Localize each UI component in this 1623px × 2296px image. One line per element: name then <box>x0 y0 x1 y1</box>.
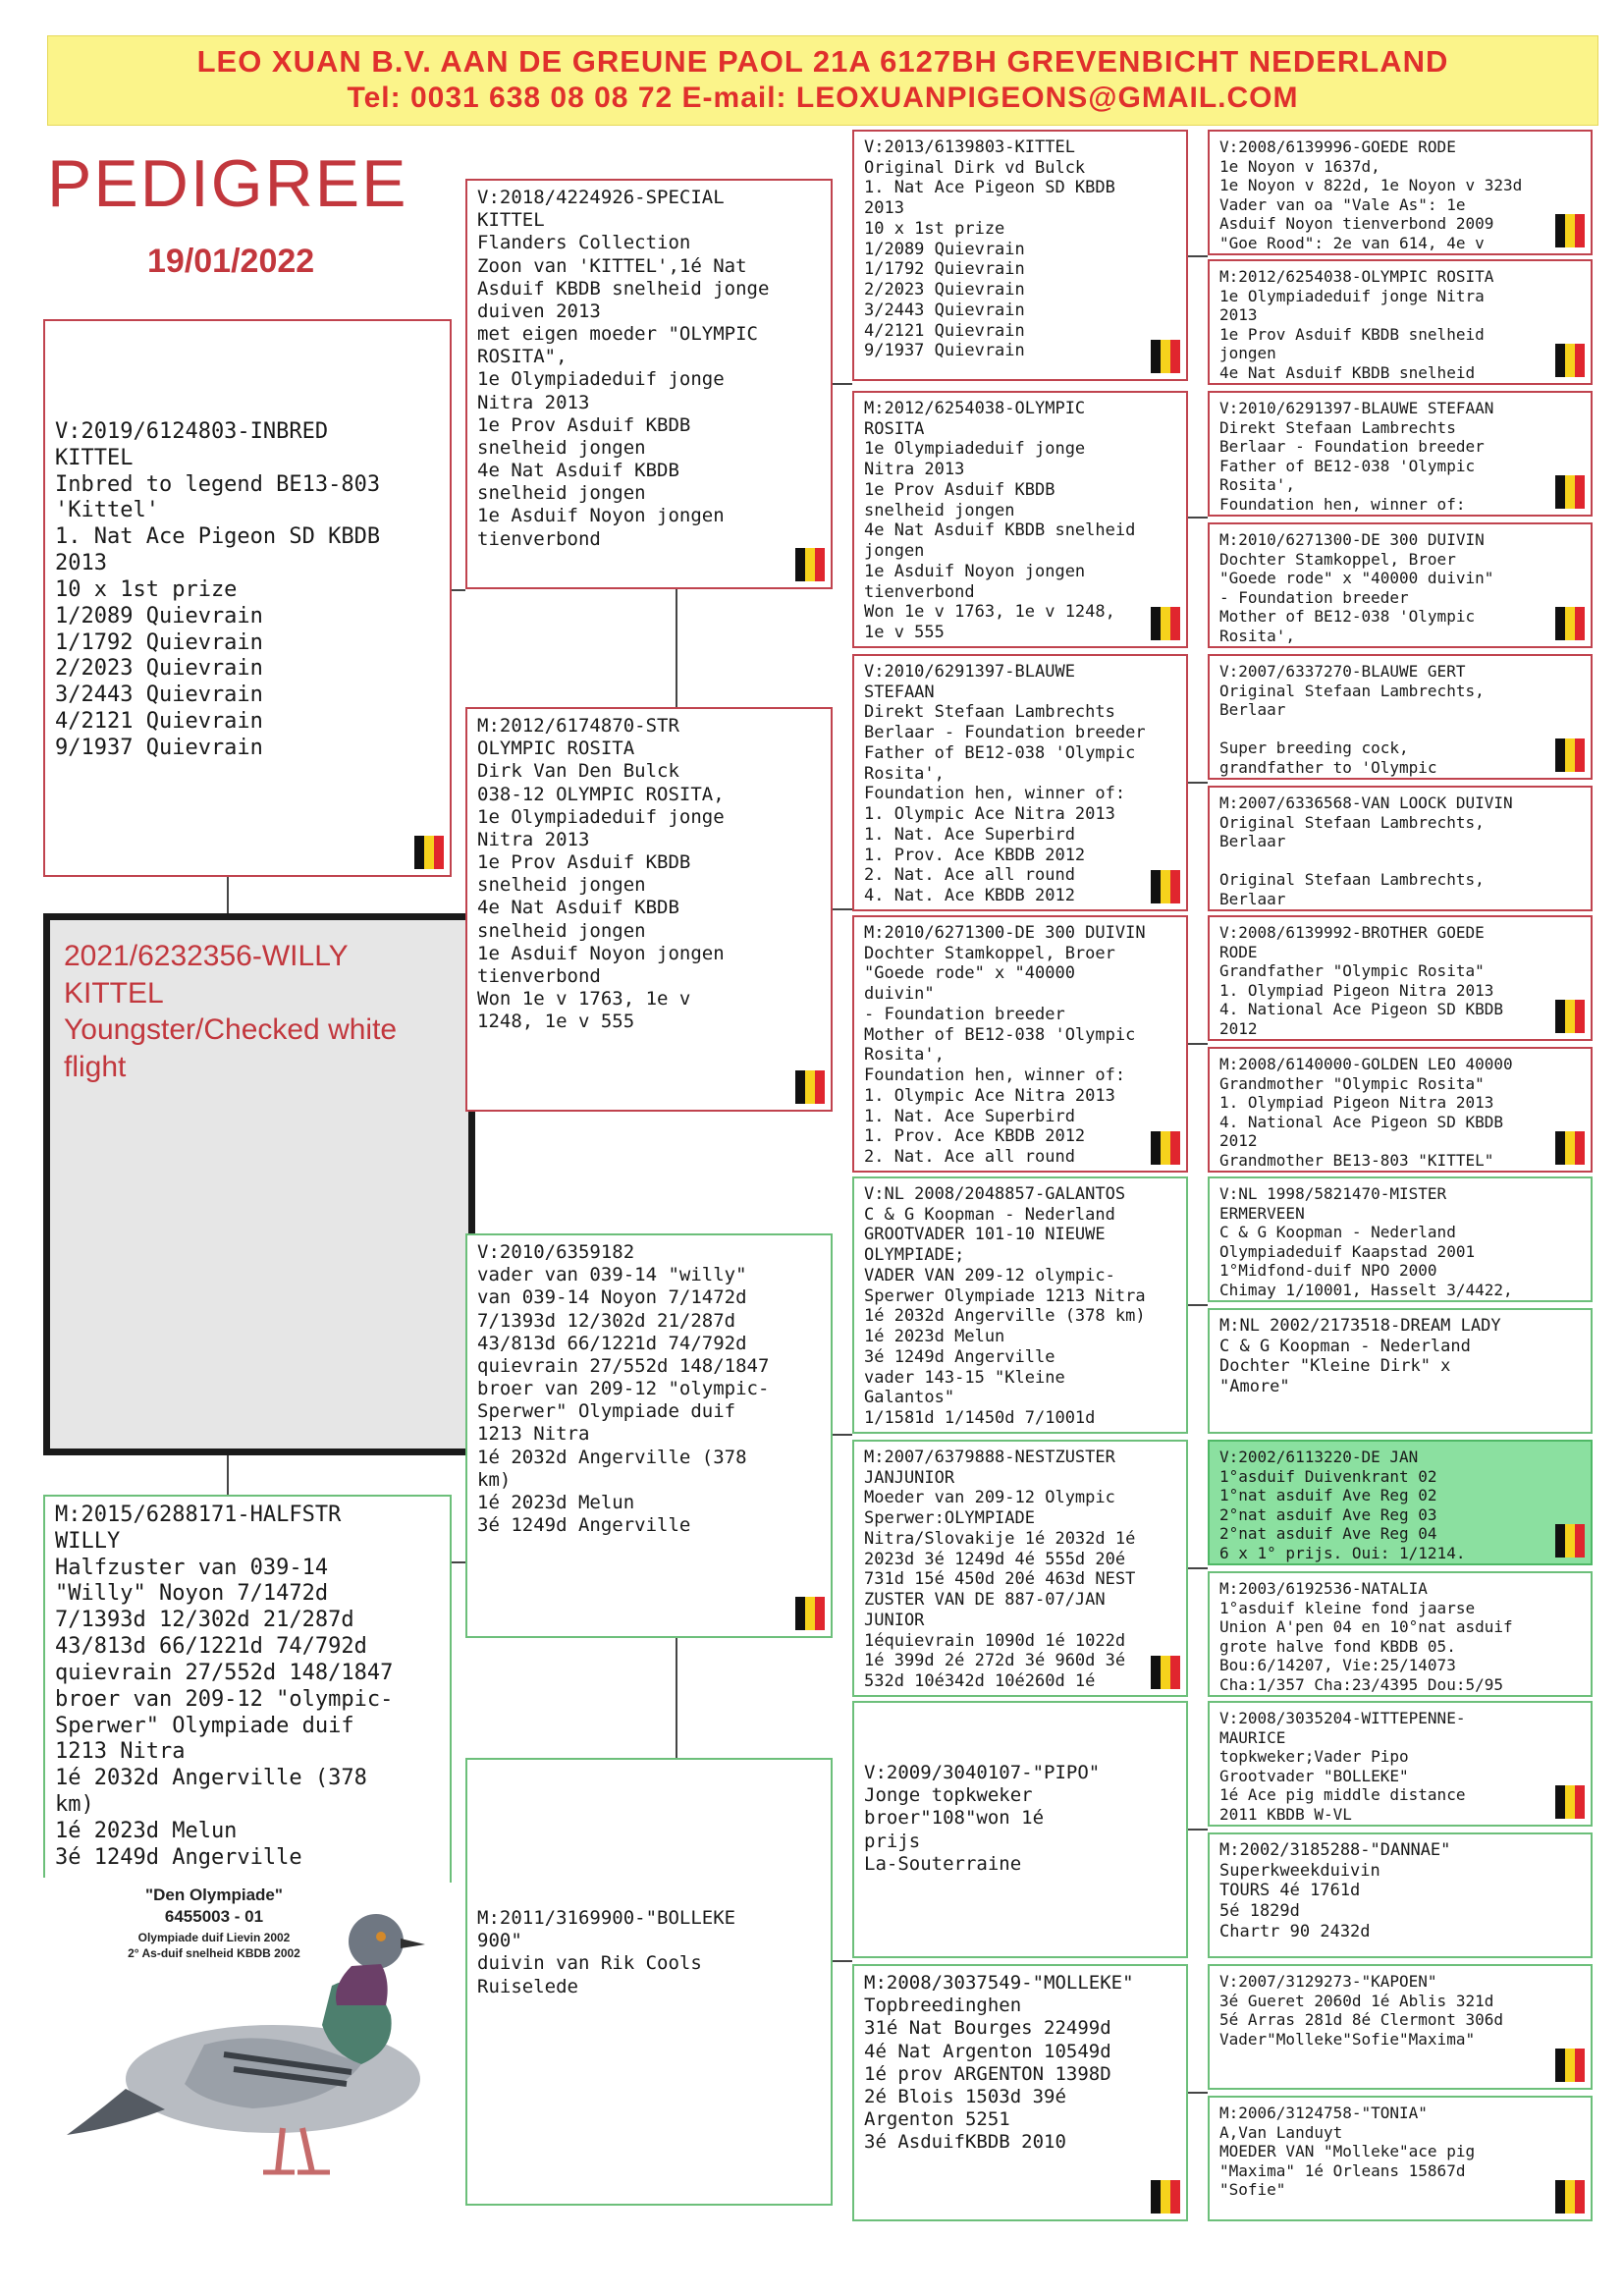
gen4-text-7: V:2008/6139992-BROTHER GOEDE RODE Grandfather "Olympic Rosita" 1. Olympiad Pigeon Nitra 2013 4. National Ace Pigeon SD KBDB 2012 <box>1219 923 1503 1038</box>
belgian-flag-icon <box>795 1070 825 1104</box>
belgian-flag-icon <box>1151 607 1180 640</box>
gen4-text-8: M:2008/6140000-GOLDEN LEO 40000 Grandmother "Olympic Rosita" 1. Olympiad Pigeon Nitra 2013 4. National Ace Pigeon SD KBDB 2012 Grandmother BE13-803 "KITTEL" <box>1219 1055 1513 1170</box>
connector-line <box>1188 782 1208 784</box>
connector-line <box>1188 1567 1208 1569</box>
gen4-card-7 <box>1208 915 1593 1041</box>
gen3-text-5: V:NL 2008/2048857-GALANTOS C & G Koopman - Nederland GROOTVADER 101-10 NIEUWE OLYMPIADE; VADER VAN 209-12 olympic- Sperwer Olympiade 1213 Nitra 1é 2032d Angerville (378 km) 1é 2023d Melun 3é 1249d Angerville vader 143-15 "Kleine Galantos" 1/1581d 1/1450d 7/1001d <box>864 1184 1146 1429</box>
gen4-card-10 <box>1208 1308 1593 1434</box>
dam-card <box>43 1495 452 1883</box>
connector-line <box>676 1638 677 1758</box>
gen4-card-8 <box>1208 1047 1593 1173</box>
belgian-flag-icon <box>1555 1785 1585 1819</box>
gen4-text-4: M:2010/6271300-DE 300 DUIVIN Dochter Stamkoppel, Broer "Goede rode" x "40000 duivin" - Foundation breeder Mother of BE12-038 'Olympic Rosita', <box>1219 530 1494 645</box>
belgian-flag-icon <box>414 836 444 869</box>
gen3-card-4 <box>852 915 1188 1173</box>
dam-sire-card <box>465 1233 833 1638</box>
gen4-text-5: V:2007/6337270-BLAUWE GERT Original Stefaan Lambrechts, Berlaar Super breeding cock, grandfather to 'Olympic <box>1219 662 1485 777</box>
belgian-flag-icon <box>1555 214 1585 247</box>
connector-line <box>1188 517 1208 519</box>
gen4-text-1: V:2008/6139996-GOEDE RODE 1e Noyon v 1637d, 1e Noyon v 822d, 1e Noyon v 323d Vader van oa "Vale As": 1e Asduif Noyon tienverbond 2009 "Goe Rood": 2e van 614, 4e v <box>1219 137 1523 252</box>
connector-line <box>452 1561 465 1563</box>
connector-line <box>833 908 852 910</box>
pigeon-photo <box>37 1878 450 2212</box>
belgian-flag-icon <box>1151 1131 1180 1165</box>
gen3-card-3 <box>852 654 1188 911</box>
gen3-card-7 <box>852 1701 1188 1958</box>
gen4-text-11: V:2002/6113220-DE JAN 1°asduif Duivenkrant 02 1°nat asduif Ave Reg 02 2°nat asduif Ave Reg 03 2°nat asduif Ave Reg 04 6 x 1° prijs. Oui: 1/1214. <box>1219 1448 1466 1562</box>
sire-sire-text: V:2018/4224926-SPECIAL KITTEL Flanders Collection Zoon van 'KITTEL',1é Nat Asduif KBDB snelheid jonge duiven 2013 met eigen moeder "OLYMPIC ROSITA", 1e Olympiadeduif jonge Nitra 2013 1e Prov Asduif KBDB snelheid jongen 4e Nat Asduif KBDB snelheid jongen 1e Asduif Noyon jongen tienverbond <box>477 187 770 550</box>
connector-line <box>1188 1304 1208 1306</box>
gen4-text-3: V:2010/6291397-BLAUWE STEFAAN Direkt Stefaan Lambrechts Berlaar - Foundation breeder Father of BE12-038 'Olympic Rosita', Foundation hen, winner of: <box>1219 399 1494 514</box>
connector-line <box>1188 255 1208 257</box>
gen4-card-6 <box>1208 786 1593 911</box>
gen3-text-3: V:2010/6291397-BLAUWE STEFAAN Direkt Stefaan Lambrechts Berlaar - Foundation breeder Father of BE12-038 'Olympic Rosita', Foundation hen, winner of: 1. Olympic Ace Nitra 2013 1. Nat. Ace Superbird 1. Prov. Ace KBDB 2012 2. Nat. Ace all round 4. Nat. Ace KBDB 2012 <box>864 662 1146 906</box>
belgian-flag-icon <box>1555 1524 1585 1558</box>
gen4-card-9 <box>1208 1176 1593 1302</box>
gen4-text-10: M:NL 2002/2173518-DREAM LADY C & G Koopman - Nederland Dochter "Kleine Dirk" x "Amore" <box>1219 1316 1501 1397</box>
belgian-flag-icon <box>1555 1131 1585 1165</box>
sire-dam-text: M:2012/6174870-STR OLYMPIC ROSITA Dirk Van Den Bulck 038-12 OLYMPIC ROSITA, 1e Olympiadeduif jonge Nitra 2013 1e Prov Asduif KBDB snelheid jongen 4e Nat Asduif KBDB snelheid jongen 1e Asduif Noyon jongen tienverbond Won 1e v 1763, 1e v 1248, 1e v 555 <box>477 715 725 1033</box>
connector-line <box>833 1434 852 1436</box>
gen3-text-7: V:2009/3040107-"PIPO" Jonge topkweker broer"108"won 1é prijs La-Souterraine <box>864 1762 1101 1875</box>
gen3-card-6 <box>852 1440 1188 1697</box>
gen4-text-12: M:2003/6192536-NATALIA 1°asduif kleine fond jaarse Union A'pen 04 en 10°nat asduif grote halve fond KBDB 05. Bou:6/14207, Vie:25/14073 Cha:1/357 Cha:23/4395 Dou:5/95 <box>1219 1579 1513 1694</box>
gen4-text-2: M:2012/6254038-OLYMPIC ROSITA 1e Olympiadeduif jonge Nitra 2013 1e Prov Asduif KBDB snelheid jongen 4e Nat Asduif KBDB snelheid <box>1219 267 1494 382</box>
gen3-card-8 <box>852 1964 1188 2221</box>
belgian-flag-icon <box>1151 340 1180 373</box>
gen4-card-3 <box>1208 391 1593 517</box>
dam-dam-text: M:2011/3169900-"BOLLEKE 900" duivin van Rik Cools Ruiselede <box>477 1907 736 1997</box>
breeder-address: LEO XUAN B.V. AAN DE GREUNE PAOL 21A 6127BH GREVENBICHT NEDERLAND <box>196 44 1449 79</box>
belgian-flag-icon <box>1555 2049 1585 2082</box>
belgian-flag-icon <box>795 1597 825 1630</box>
sire-dam-card <box>465 707 833 1112</box>
sire-card <box>43 319 452 877</box>
gen4-text-15: V:2007/3129273-"KAPOEN" 3é Gueret 2060d 1é Ablis 321d 5é Arras 281d 8é Clermont 306d Vader"Molleke"Sofie"Maxima" <box>1219 1972 1503 2049</box>
connector-line <box>227 1455 229 1495</box>
gen4-card-2 <box>1208 259 1593 385</box>
connector-line <box>1188 1829 1208 1831</box>
connector-line <box>452 589 465 591</box>
photo-line1: Olympiade duif Lievin 2002 <box>137 1931 291 1944</box>
breeder-contact: Tel: 0031 638 08 08 72 E-mail: LEOXUANPIGEONS@GMAIL.COM <box>347 82 1299 114</box>
connector-line <box>833 1960 852 1962</box>
contact-banner <box>47 35 1598 126</box>
belgian-flag-icon <box>795 548 825 581</box>
sire-sire-card <box>465 179 833 589</box>
gen4-text-13: V:2008/3035204-WITTEPENNE- MAURICE topkweker;Vader Pipo Grootvader "BOLLEKE" 1é Ace pig middle distance 2011 KBDB W-VL <box>1219 1709 1466 1824</box>
belgian-flag-icon <box>1555 1000 1585 1033</box>
gen4-text-9: V:NL 1998/5821470-MISTER ERMERVEEN C & G Koopman - Nederland Olympiadeduif Kaapstad 2001 1°Midfond-duif NPO 2000 Chimay 1/10001, Hasselt 3/4422, <box>1219 1184 1513 1299</box>
gen4-card-12 <box>1208 1571 1593 1697</box>
belgian-flag-icon <box>1151 2180 1180 2214</box>
gen4-card-16 <box>1208 2096 1593 2221</box>
belgian-flag-icon <box>1555 607 1585 640</box>
belgian-flag-icon <box>1555 344 1585 377</box>
gen4-card-4 <box>1208 522 1593 648</box>
dam-text: M:2015/6288171-HALFSTR WILLY Halfzuster van 039-14 "Willy" Noyon 7/1472d 7/1393d 12/302d 21/287d 43/813d 66/1221d 74/792d quievrain 27/552d 148/1847 broer van 209-12 "olympic- Sperwer" Olympiade duif 1213 Nitra 1é 2032d Angerville (378 km) 1é 2023d Melun 3é 1249d Angerville <box>55 1503 394 1870</box>
gen4-card-15 <box>1208 1964 1593 2090</box>
dam-dam-card <box>465 1758 833 2206</box>
belgian-flag-icon <box>1151 870 1180 903</box>
pedigree-date: 19/01/2022 <box>147 243 315 280</box>
belgian-flag-icon <box>1555 2180 1585 2214</box>
sire-text: V:2019/6124803-INBRED KITTEL Inbred to legend BE13-803 'Kittel' 1. Nat Ace Pigeon SD KBDB 2013 10 x 1st prize 1/2089 Quievrain 1/1792 Quievrain 2/2023 Quievrain 3/2443 Quievrain 4/2121 Quievrain 9/1937 Quievrain <box>55 419 381 760</box>
photo-line2: 2° As-duif snelheid KBDB 2002 <box>128 1946 300 1960</box>
gen4-card-11 <box>1208 1440 1593 1565</box>
photo-number: 6455003 - 01 <box>164 1907 264 1926</box>
dam-sire-text: V:2010/6359182 vader van 039-14 "willy" van 039-14 Noyon 7/1472d 7/1393d 12/302d 21/287d 43/813d 66/1221d 74/792d quievrain 27/552d 148/1847 broer van 209-12 "olympic- Sperwer" Olympiade duif 1213 Nitra 1é 2032d Angerville (378 km) 1é 2023d Melun 3é 1249d Angerville <box>477 1241 770 1537</box>
connector-line <box>227 877 229 913</box>
gen4-text-6: M:2007/6336568-VAN LOOCK DUIVIN Original Stefaan Lambrechts, Berlaar Original Stefaan Lambrechts, Berlaar <box>1219 793 1513 908</box>
gen4-card-13 <box>1208 1701 1593 1827</box>
gen3-text-8: M:2008/3037549-"MOLLEKE" Topbreedinghen 31é Nat Bourges 22499d 4é Nat Argenton 10549d 1é prov ARGENTON 1398D 2é Blois 1503d 39é Argenton 5251 3é AsduifKBDB 2010 <box>864 1972 1134 2154</box>
gen3-text-1: V:2013/6139803-KITTEL Original Dirk vd Bulck 1. Nat Ace Pigeon SD KBDB 2013 10 x 1st prize 1/2089 Quievrain 1/1792 Quievrain 2/2023 Quievrain 3/2443 Quievrain 4/2121 Quievrain 9/1937 Quievrain <box>864 137 1115 361</box>
belgian-flag-icon <box>1151 1656 1180 1689</box>
gen4-card-1 <box>1208 130 1593 255</box>
gen4-text-16: M:2006/3124758-"TONIA" A,Van Landuyt MOEDER VAN "Molleke"ace pig "Maxima" 1é Orleans 15867d "Sofie" <box>1219 2104 1476 2200</box>
connector-line <box>1188 1043 1208 1045</box>
gen4-card-14 <box>1208 1832 1593 1958</box>
photo-name: "Den Olympiade" <box>145 1886 283 1904</box>
gen3-text-6: M:2007/6379888-NESTZUSTER JANJUNIOR Moeder van 209-12 Olympic Sperwer:OLYMPIADE Nitra/Slovakije 1é 2032d 1é 2023d 3é 1249d 4é 555d 20é 731d 15é 450d 20é 463d NEST ZUSTER VAN DE 887-07/JAN JUNIOR 1équievrain 1090d 1é 1022d 1é 399d 2é 272d 3é 960d 3é 532d 10é342d 10é260d 1é <box>864 1448 1136 1692</box>
subject-text: 2021/6232356-WILLY KITTEL Youngster/Checked white flight <box>64 940 398 1083</box>
pigeon-icon <box>37 1878 450 2212</box>
gen4-text-14: M:2002/3185288-"DANNAE" Superkweekduivin TOURS 4é 1761d 5é 1829d Chartr 90 2432d <box>1219 1840 1451 1941</box>
belgian-flag-icon <box>1555 738 1585 772</box>
connector-line <box>833 383 852 385</box>
gen3-card-5 <box>852 1176 1188 1434</box>
gen3-text-4: M:2010/6271300-DE 300 DUIVIN Dochter Stamkoppel, Broer "Goede rode" x "40000 duivin" - Foundation breeder Mother of BE12-038 'Olympic Rosita', Foundation hen, winner of: 1. Olympic Ace Nitra 2013 1. Nat. Ace Superbird 1. Prov. Ace KBDB 2012 2. Nat. Ace all round <box>864 923 1146 1168</box>
gen3-card-1 <box>852 130 1188 381</box>
belgian-flag-icon <box>1555 475 1585 509</box>
subject-pigeon-card <box>43 913 475 1455</box>
connector-line <box>676 589 677 707</box>
gen3-card-2 <box>852 391 1188 648</box>
connector-line <box>1188 2092 1208 2094</box>
page-title: PEDIGREE <box>47 146 408 221</box>
gen3-text-2: M:2012/6254038-OLYMPIC ROSITA 1e Olympiadeduif jonge Nitra 2013 1e Prov Asduif KBDB snelheid jongen 4e Nat Asduif KBDB snelheid jongen 1e Asduif Noyon jongen tienverbond Won 1e v 1763, 1e v 1248, 1e v 555 <box>864 399 1136 643</box>
gen4-card-5 <box>1208 654 1593 780</box>
